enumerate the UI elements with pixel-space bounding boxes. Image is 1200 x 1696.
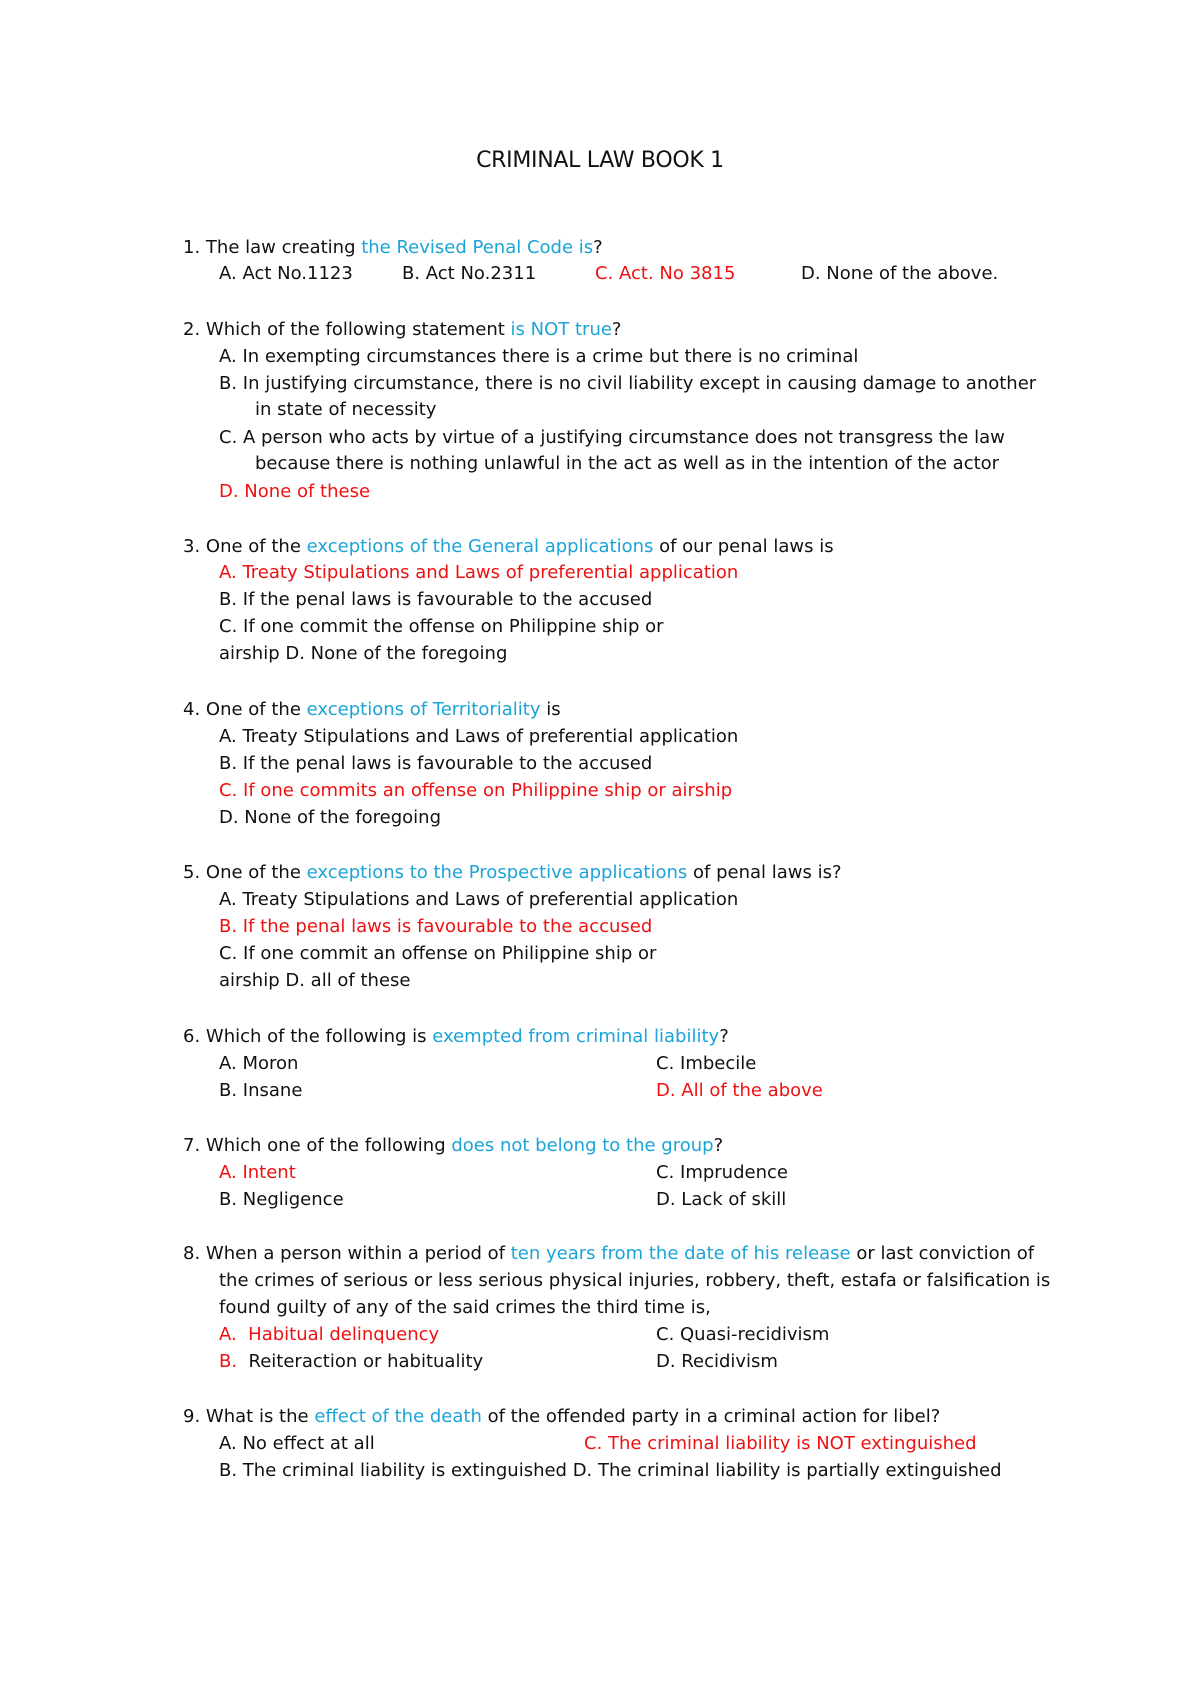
option-a-answer: Habitual delinquency	[248, 1324, 440, 1345]
option-b: B. Act No.2311	[402, 263, 537, 284]
question-number: 4.	[183, 699, 201, 720]
question-8-line-3: found guilty of any of the said crimes the third time is,	[219, 1297, 711, 1318]
question-highlight: is NOT true	[510, 319, 612, 340]
question-highlight: effect of the death	[314, 1406, 482, 1427]
question-number: 7.	[183, 1135, 201, 1156]
option-b-answer: B. If the penal laws is favourable to the accused	[219, 916, 653, 937]
option-a	[219, 1323, 439, 1347]
question-text-end: ?	[611, 319, 622, 340]
question-highlight: does not belong to the group	[451, 1135, 714, 1156]
question-text-end: of penal laws is?	[687, 862, 842, 883]
question-8-line-2: the crimes of serious or less serious physical injuries, robbery, theft, estafa or falsification is	[219, 1270, 1051, 1291]
option-a-answer: A. Intent	[219, 1162, 296, 1183]
option-c: C. A person who acts by virtue of a justifying circumstance does not transgress the law	[219, 427, 1005, 448]
question-number: 8.	[183, 1243, 201, 1264]
option-c: C. Quasi-recidivism	[656, 1324, 830, 1345]
option-c: C. If one commit the offense on Philippine ship or	[219, 616, 664, 637]
option-b: B. Negligence	[219, 1189, 344, 1210]
question-number: 6.	[183, 1026, 201, 1047]
option-c: C. If one commit an offense on Philippine ship or	[219, 943, 657, 964]
question-4	[183, 698, 561, 722]
question-text-end: ?	[593, 237, 603, 258]
question-highlight: ten years from the date of his release	[510, 1243, 851, 1264]
question-number: 1.	[183, 237, 201, 258]
option-b-text: Reiteraction or habituality	[248, 1351, 484, 1372]
question-highlight: exceptions of Territoriality	[306, 699, 541, 720]
option-d: D. None of the above.	[801, 263, 999, 284]
question-text: The law creating	[205, 237, 362, 258]
question-highlight: exempted from criminal liability	[432, 1026, 720, 1047]
option-c-answer: C. If one commits an offense on Philippine ship or airship	[219, 780, 733, 801]
option-d-answer: D. All of the above	[656, 1080, 823, 1101]
document-title: CRIMINAL LAW BOOK 1	[476, 148, 724, 173]
option-letter: B.	[219, 1351, 238, 1372]
question-text: Which of the following statement	[205, 319, 511, 340]
option-b	[219, 1350, 483, 1374]
option-c-continued: because there is nothing unlawful in the act as well as in the intention of the actor	[255, 453, 1000, 474]
question-text: Which of the following is	[205, 1026, 433, 1047]
option-a: A. Treaty Stipulations and Laws of preferential application	[219, 889, 739, 910]
option-a: A. In exempting circumstances there is a crime but there is no criminal	[219, 346, 859, 367]
option-c: C. Imprudence	[656, 1162, 788, 1183]
option-d: D. Recidivism	[656, 1351, 778, 1372]
question-6	[183, 1025, 729, 1049]
option-a-answer: A. Treaty Stipulations and Laws of preferential application	[219, 562, 739, 583]
option-c-answer: C. Act. No 3815	[595, 263, 736, 284]
question-highlight: the Revised Penal Code is	[361, 237, 594, 258]
question-number: 3.	[183, 536, 201, 557]
question-5	[183, 861, 842, 885]
question-number: 9.	[183, 1406, 201, 1427]
question-text-end: of the offended party in a criminal action for libel?	[481, 1406, 941, 1427]
option-a: A. No effect at all	[219, 1433, 375, 1454]
option-letter: A.	[219, 1324, 237, 1345]
option-b: B. In justifying circumstance, there is no civil liability except in causing damage to another	[219, 373, 1037, 394]
option-b: B. If the penal laws is favourable to the accused	[219, 589, 653, 610]
option-d-answer: D. None of these	[219, 481, 371, 502]
question-3	[183, 535, 834, 559]
option-b: B. Insane	[219, 1080, 303, 1101]
question-9	[183, 1405, 940, 1429]
question-text-end: ?	[719, 1026, 729, 1047]
question-text: When a person within a period of	[205, 1243, 511, 1264]
option-a: A. Moron	[219, 1053, 299, 1074]
option-d: D. Lack of skill	[656, 1189, 787, 1210]
question-text: Which one of the following	[205, 1135, 452, 1156]
question-text-end: or last conviction of	[850, 1243, 1035, 1264]
question-8	[183, 1242, 1034, 1266]
question-text: One of the	[205, 862, 307, 883]
question-text: What is the	[205, 1406, 315, 1427]
question-highlight: exceptions to the Prospective applications	[306, 862, 688, 883]
question-text: One of the	[205, 536, 307, 557]
option-b-d: B. The criminal liability is extinguished D. The criminal liability is partially extinguished	[219, 1460, 1002, 1481]
question-7	[183, 1134, 723, 1158]
option-a: A. Treaty Stipulations and Laws of preferential application	[219, 726, 739, 747]
question-text-end: ?	[713, 1135, 724, 1156]
option-c-answer: C. The criminal liability is NOT extinguished	[584, 1433, 977, 1454]
question-text-end: of our penal laws is	[653, 536, 834, 557]
question-text: One of the	[205, 699, 307, 720]
question-2	[183, 318, 621, 342]
option-c: C. Imbecile	[656, 1053, 757, 1074]
question-number: 5.	[183, 862, 201, 883]
option-a: A. Act No.1123	[219, 263, 353, 284]
question-number: 2.	[183, 319, 201, 340]
option-b-continued: in state of necessity	[255, 399, 437, 420]
option-d: D. None of the foregoing	[219, 807, 442, 828]
question-text-end: is	[540, 699, 561, 720]
option-c-d: airship D. None of the foregoing	[219, 643, 508, 664]
question-highlight: exceptions of the General applications	[306, 536, 654, 557]
option-c-d: airship D. all of these	[219, 970, 411, 991]
question-1	[183, 236, 603, 260]
option-b: B. If the penal laws is favourable to the accused	[219, 753, 653, 774]
